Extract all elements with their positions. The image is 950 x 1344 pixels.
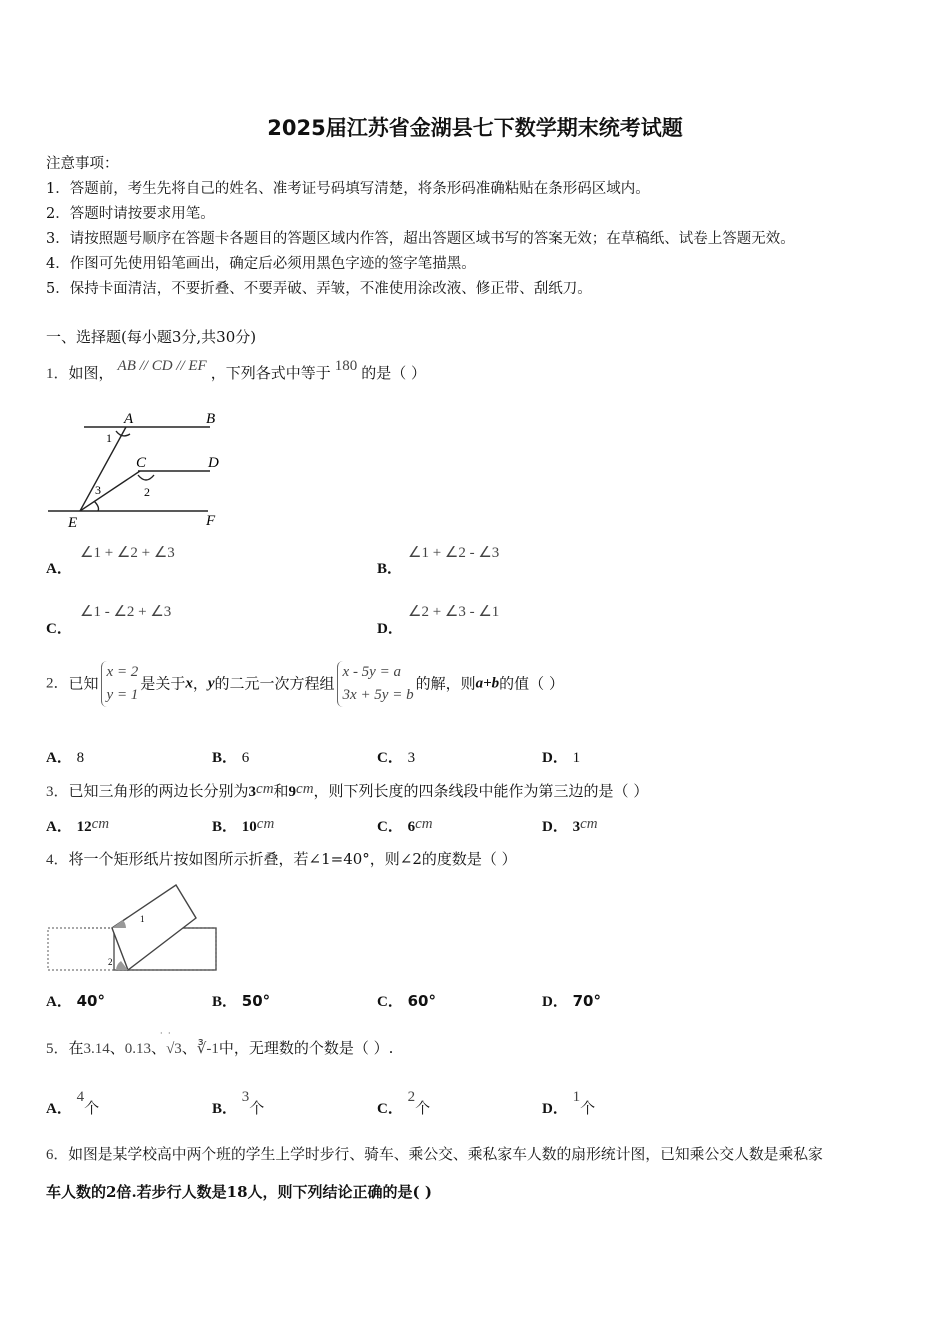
q2-option-b[interactable]: B． 6 — [212, 750, 250, 766]
question-2: 2．已知x = 2 y = 1是关于x，y的二元一次方程组x - 5y = a 3x + 5y = b的解，则a+b的值（ ） — [46, 661, 564, 707]
notice-item: 5．保持卡面清洁，不要折叠、不要弄破、弄皱，不准使用涂改液、修正带、刮纸刀。 — [46, 281, 592, 297]
q4-option-a[interactable]: A． 40° — [46, 992, 105, 1010]
question-text: 已知 — [68, 674, 99, 693]
equation-system: x - 5y = a 3x + 5y = b — [337, 661, 414, 707]
q1-option-b-value: ∠1 + ∠2 - ∠3 — [408, 545, 500, 561]
point-F: F — [206, 513, 216, 529]
q1-option-d[interactable]: D． — [377, 621, 403, 637]
q4-option-b[interactable]: B． 50° — [212, 992, 271, 1010]
q3-option-a[interactable]: A． 12cm — [46, 816, 110, 835]
notice-item: 4．作图可先使用铅笔画出，确定后必须用黑色字迹的签字笔描黑。 — [46, 256, 476, 272]
question-number: 2． — [46, 675, 69, 692]
question-text: 的二元一次方程组 — [214, 674, 335, 693]
repeating-dot: · — [168, 1029, 171, 1038]
q2-option-c[interactable]: C． 3 — [377, 750, 416, 766]
point-D: D — [208, 455, 219, 471]
cbrt-neg-1: ∛-1 — [196, 1041, 219, 1057]
q1-option-c[interactable]: C． — [46, 621, 72, 637]
q1-option-a[interactable]: A． — [46, 561, 72, 577]
q5-option-c[interactable]: C． 2个 — [377, 1089, 431, 1117]
section-heading: 一、选择题(每小题3分,共30分) — [46, 328, 257, 346]
question-1 — [46, 358, 426, 383]
q3-option-d[interactable]: D． 3cm — [542, 816, 598, 835]
notice-heading: 注意事项： — [46, 156, 119, 172]
q1-figure — [40, 405, 230, 530]
angle-1-label: 1 — [106, 431, 112, 445]
notice-item: 3．请按照题号顺序在答题卡各题目的答题区域内作答，超出答题区域书写的答案无效；在草稿纸、试卷上答题无效。 — [46, 231, 795, 247]
question-4: 4．将一个矩形纸片按如图所示折叠，若∠1=40°，则∠2的度数是（ ） — [46, 850, 517, 868]
repeating-dot: · — [160, 1029, 163, 1038]
q4-option-d[interactable]: D． 70° — [542, 992, 601, 1010]
notice-item: 2．答题时请按要求用笔。 — [46, 206, 215, 222]
question-6-line2: 车人数的2倍.若步行人数是18人，则下列结论正确的是( ) — [46, 1183, 432, 1201]
point-C: C — [136, 455, 147, 471]
q4-option-c[interactable]: C． 60° — [377, 992, 436, 1010]
sqrt-3: √3 — [166, 1041, 182, 1057]
notice-item: 1．答题前，考生先将自己的姓名、准考证号码填写清楚，将条形码准确粘贴在条形码区域内。 — [46, 181, 650, 197]
q1-option-a-value: ∠1 + ∠2 + ∠3 — [80, 545, 175, 561]
question-5: 5．在3.14、0.13、√3、∛-1中，无理数的个数是（ ）. — [46, 1039, 394, 1057]
angle-1-label: 1 — [140, 914, 145, 924]
question-text: ，下列各式中等于 — [210, 364, 331, 382]
q4-figure — [44, 880, 224, 976]
question-text: 的是（ ） — [361, 364, 426, 382]
question-3: 3．已知三角形的两边长分别为3cm和9cm，则下列长度的四条线段中能作为第三边的是（ ） — [46, 781, 649, 800]
question-text: 的解，则 — [415, 674, 476, 693]
point-A: A — [124, 411, 134, 427]
angle-2-label: 2 — [144, 485, 150, 499]
question-number: 1． — [46, 366, 69, 382]
math-180: 180 — [334, 358, 358, 374]
q5-option-a[interactable]: A． 4个 — [46, 1089, 100, 1117]
q1-option-c-value: ∠1 - ∠2 + ∠3 — [80, 604, 172, 620]
solution-system: x = 2 y = 1 — [101, 661, 139, 707]
q2-option-d[interactable]: D． 1 — [542, 750, 581, 766]
q5-option-b[interactable]: B． 3个 — [212, 1089, 265, 1117]
q2-option-a[interactable]: A． 8 — [46, 750, 85, 766]
q3-option-c[interactable]: C． 6cm — [377, 816, 433, 835]
point-B: B — [206, 411, 216, 427]
question-text: 的值（ ） — [499, 674, 564, 693]
question-text: 如图， — [68, 364, 114, 382]
repeating-decimal: 0.13 — [124, 1041, 152, 1057]
math-parallel: AB // CD // EF — [117, 358, 207, 374]
q1-option-b[interactable]: B． — [377, 561, 403, 577]
point-E: E — [68, 515, 78, 530]
question-text: 是关于 — [140, 674, 186, 693]
q3-option-b[interactable]: B． 10cm — [212, 816, 275, 835]
q1-option-d-value: ∠2 + ∠3 - ∠1 — [408, 604, 500, 620]
q5-option-d[interactable]: D． 1个 — [542, 1089, 596, 1117]
page-title: 2025届江苏省金湖县七下数学期末统考试题 — [267, 116, 683, 140]
question-6: 6．如图是某学校高中两个班的学生上学时步行、骑车、乘公交、乘私家车人数的扇形统计图，已知乘公交人数是乘私家 — [46, 1146, 823, 1163]
angle-3-label: 3 — [95, 483, 101, 497]
angle-2-label: 2 — [108, 957, 113, 967]
